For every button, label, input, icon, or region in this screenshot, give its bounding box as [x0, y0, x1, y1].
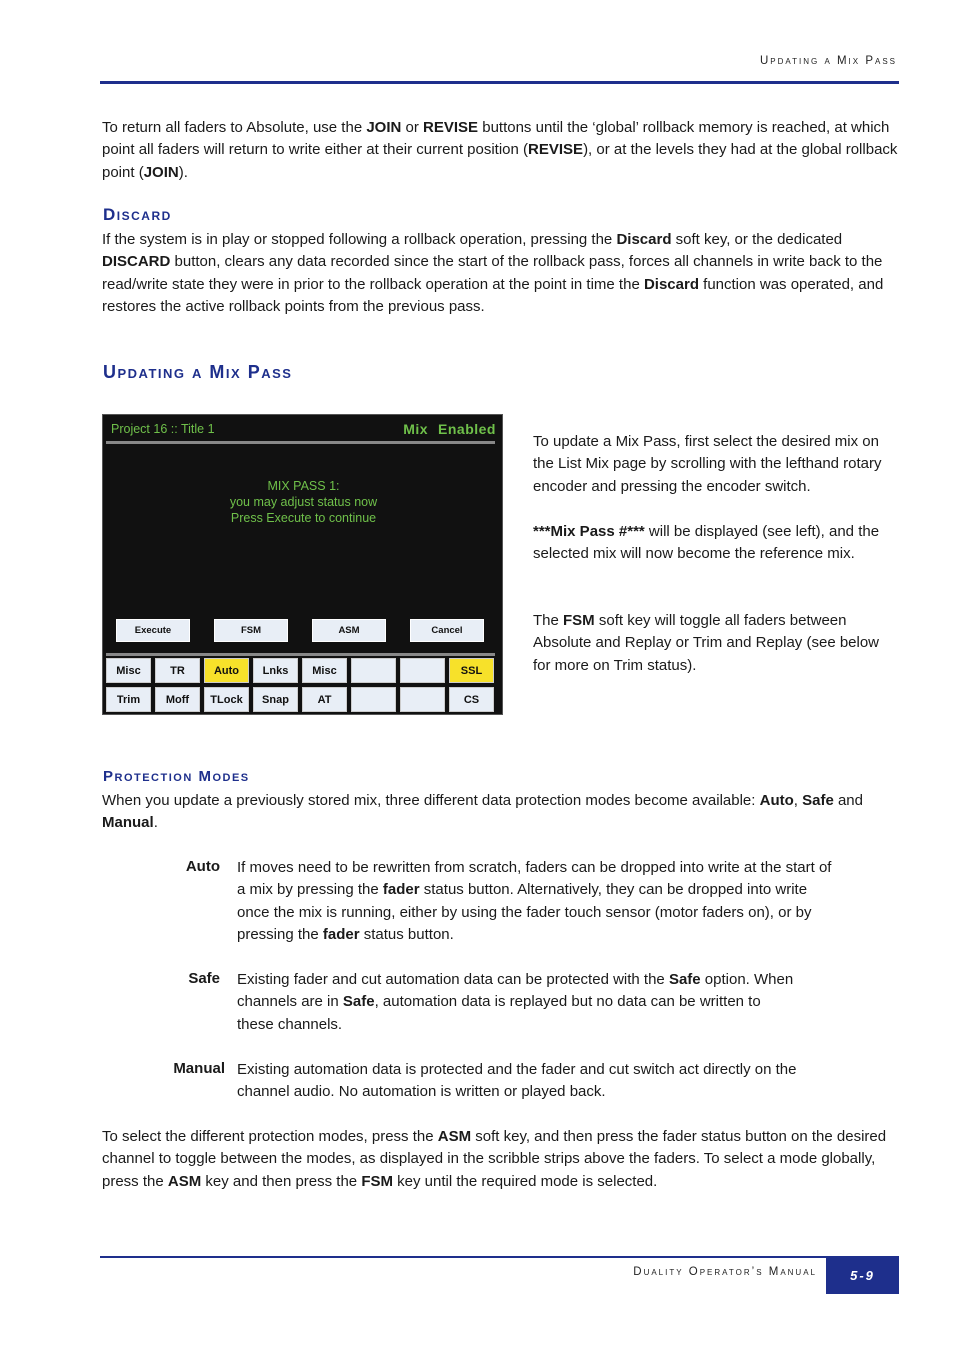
footer-rule [100, 1256, 899, 1258]
definition-safe: Existing fader and cut automation data can be protected with the Safe option. When channels are in Safe, automation data is replayed but no data can be written to these channels. [237, 971, 794, 1033]
screen-divider-bottom [106, 653, 495, 656]
closing-paragraph: To select the different protection modes, press the ASM soft key, and then press the fader status button on the desired channel to toggle between the modes, as displayed in the scribble strips above the faders. To select a mode globally, press the ASM key and then press the FSM key until the required mode is selected. [102, 1128, 887, 1190]
footer-manual-title: Duality Operator’s Manual [633, 1266, 817, 1278]
softkey-asm[interactable]: ASM [312, 619, 386, 642]
strip-button-tlock[interactable]: TLock [204, 687, 249, 712]
strip-button-misc[interactable]: Misc [106, 658, 151, 683]
definition-auto: If moves need to be rewritten from scratch, faders can be dropped into write at the start of a mix by pressing the fader status button. Alternatively, they can be dropped into write once the mix is running, either by using the fader touch sensor (motor faders on), or by pressing the fader status button. [237, 859, 832, 944]
softkey-execute[interactable]: Execute [116, 619, 190, 642]
strip-button-blank-3[interactable] [351, 687, 396, 712]
header-rule [100, 81, 899, 84]
strip-button-trim[interactable]: Trim [106, 687, 151, 712]
strip-button-lnks[interactable]: Lnks [253, 658, 298, 683]
strip-button-misc-2[interactable]: Misc [302, 658, 347, 683]
strip-button-blank-2[interactable] [400, 658, 445, 683]
running-head: Updating a Mix Pass [759, 55, 897, 67]
term-safe: Safe [188, 970, 220, 987]
strip-button-auto[interactable]: Auto [204, 658, 249, 683]
protection-paragraph: When you update a previously stored mix, three different data protection modes become available: Auto, Safe and Manual. [102, 792, 863, 832]
strip-button-tr[interactable]: TR [155, 658, 200, 683]
definition-manual: Existing automation data is protected and the fader and cut switch act directly on the channel audio. No automation is written or played back. [237, 1061, 797, 1101]
strip-button-blank-1[interactable] [351, 658, 396, 683]
strip-button-moff[interactable]: Moff [155, 687, 200, 712]
strip-button-cs[interactable]: CS [449, 687, 494, 712]
strip-button-at[interactable]: AT [302, 687, 347, 712]
screen-status [393, 421, 496, 437]
discard-heading: Discard [103, 205, 172, 224]
discard-paragraph: If the system is in play or stopped following a rollback operation, pressing the Discard soft key, or the dedicated DISCARD button, clears any data recorded since the start of the rollback pass, forces all channels in write back to the read/write state they were in prior to the rollback operation at the point in time the Discard function was operated, and restores the active rollback points from the previous pass. [102, 231, 884, 316]
strip-button-blank-4[interactable] [400, 687, 445, 712]
softkey-fsm[interactable]: FSM [214, 619, 288, 642]
screen-status-enabled: Enabled [438, 421, 496, 437]
side-paragraph-3: The FSM soft key will toggle all faders between Absolute and Replay or Trim and Replay (see below for more on Trim status). [533, 612, 880, 674]
console-screen [102, 414, 503, 715]
screen-message: MIX PASS 1: you may adjust status now Press Execute to continue [229, 479, 378, 525]
term-manual: Manual [173, 1060, 225, 1077]
protection-modes-heading: Protection Modes [103, 768, 250, 785]
term-auto: Auto [185, 858, 220, 875]
screen-project-title: Project 16 :: Title 1 [111, 422, 215, 436]
side-paragraph-2: ***Mix Pass #*** will be displayed (see left), and the selected mix will now become the reference mix. [533, 523, 880, 563]
side-paragraph-1: To update a Mix Pass, first select the desired mix on the List Mix page by scrolling with the lefthand rotary encoder and pressing the encoder switch. [533, 433, 882, 495]
strip-button-ssl[interactable]: SSL [449, 658, 494, 683]
mix-pass-heading: Updating a Mix Pass [103, 362, 293, 382]
intro-paragraph: To return all faders to Absolute, use the JOIN or REVISE buttons until the ‘global’ rollback memory is reached, at which point all faders will return to write either at their current position (REVISE), or at the levels they had at the global rollback point (JOIN). [102, 119, 898, 181]
strip-button-snap[interactable]: Snap [253, 687, 298, 712]
softkey-cancel[interactable]: Cancel [410, 619, 484, 642]
page-number: 5-9 [826, 1256, 899, 1294]
screen-status-mix: Mix [403, 421, 429, 437]
screen-divider-top [106, 441, 495, 444]
